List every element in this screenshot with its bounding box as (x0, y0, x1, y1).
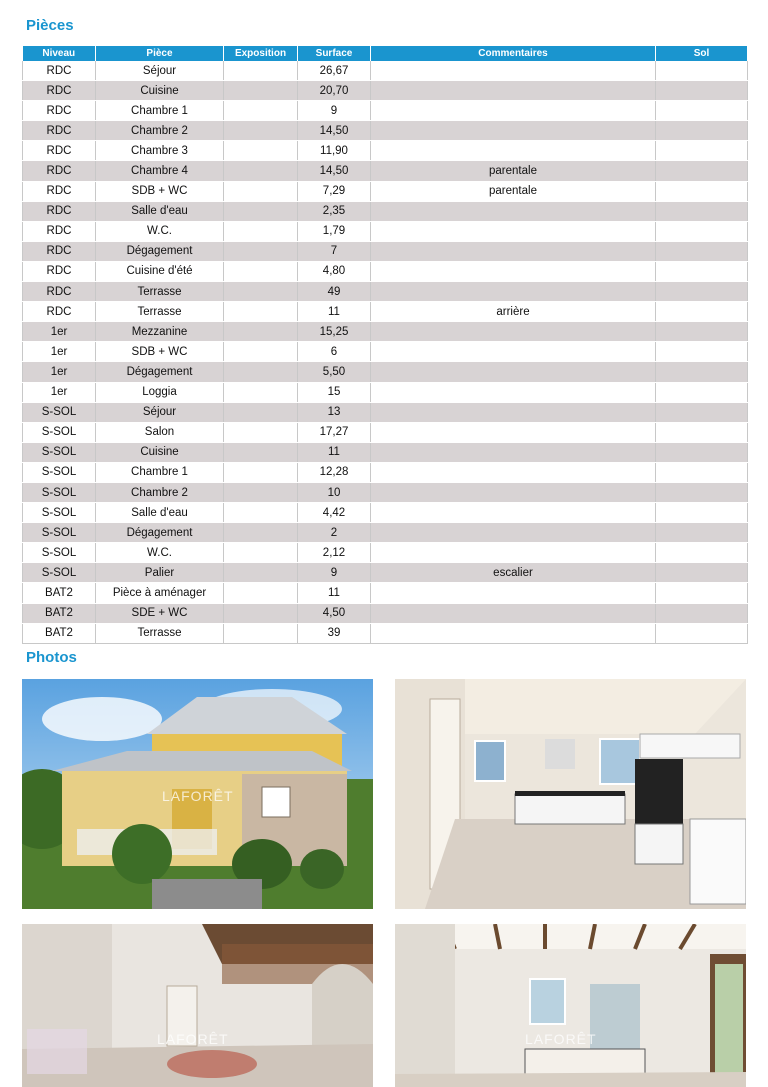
cell-piece: SDE + WC (96, 603, 224, 623)
table-row (23, 462, 748, 482)
cell-exposition (224, 81, 298, 101)
column-header-surface: Surface (298, 46, 371, 61)
rooms-section-title: Pièces (26, 17, 74, 34)
cell-sol (656, 583, 748, 603)
cell-commentaires: parentale (371, 161, 656, 181)
cell-surface: 1,79 (298, 221, 371, 241)
cell-niveau: 1er (23, 342, 96, 362)
cell-exposition (224, 382, 298, 402)
cell-niveau: RDC (23, 261, 96, 281)
table-row (23, 623, 748, 643)
cell-commentaires (371, 61, 656, 81)
cell-sol (656, 503, 748, 523)
cell-sol (656, 101, 748, 121)
cell-surface: 14,50 (298, 121, 371, 141)
cell-exposition (224, 523, 298, 543)
cell-exposition (224, 503, 298, 523)
cell-piece: W.C. (96, 221, 224, 241)
cell-sol (656, 342, 748, 362)
cell-piece: Dégagement (96, 362, 224, 382)
cell-piece: Loggia (96, 382, 224, 402)
cell-commentaires (371, 201, 656, 221)
cell-niveau: S-SOL (23, 402, 96, 422)
cell-sol (656, 442, 748, 462)
table-row (23, 402, 748, 422)
cell-niveau: RDC (23, 61, 96, 81)
cell-sol (656, 563, 748, 583)
photo-bedroom (395, 924, 746, 1087)
cell-surface: 26,67 (298, 61, 371, 81)
cell-piece: Séjour (96, 61, 224, 81)
photo-watermark: LAFORÊT (162, 788, 234, 804)
cell-sol (656, 241, 748, 261)
cell-piece: SDB + WC (96, 181, 224, 201)
cell-piece: W.C. (96, 543, 224, 563)
cell-sol (656, 462, 748, 482)
cell-surface: 14,50 (298, 161, 371, 181)
cell-commentaires (371, 442, 656, 462)
cell-exposition (224, 563, 298, 583)
cell-commentaires: escalier (371, 563, 656, 583)
cell-surface: 2,35 (298, 201, 371, 221)
cell-exposition (224, 201, 298, 221)
cell-surface: 17,27 (298, 422, 371, 442)
cell-commentaires (371, 282, 656, 302)
cell-niveau: S-SOL (23, 462, 96, 482)
cell-niveau: 1er (23, 382, 96, 402)
cell-piece: Chambre 4 (96, 161, 224, 181)
cell-exposition (224, 583, 298, 603)
cell-surface: 9 (298, 563, 371, 583)
cell-sol (656, 121, 748, 141)
photo-house-exterior (22, 679, 373, 909)
cell-sol (656, 382, 748, 402)
cell-exposition (224, 121, 298, 141)
cell-sol (656, 81, 748, 101)
cell-commentaires (371, 121, 656, 141)
cell-surface: 15 (298, 382, 371, 402)
cell-commentaires (371, 141, 656, 161)
photo-kitchen (395, 679, 746, 909)
cell-sol (656, 61, 748, 81)
cell-sol (656, 623, 748, 643)
cell-niveau: 1er (23, 322, 96, 342)
cell-surface: 15,25 (298, 322, 371, 342)
photo-watermark: LAFORÊT (157, 1031, 229, 1047)
cell-commentaires: parentale (371, 181, 656, 201)
table-row (23, 241, 748, 261)
cell-exposition (224, 442, 298, 462)
cell-exposition (224, 462, 298, 482)
table-row (23, 201, 748, 221)
cell-niveau: BAT2 (23, 583, 96, 603)
table-row (23, 382, 748, 402)
cell-surface: 11,90 (298, 141, 371, 161)
cell-niveau: RDC (23, 101, 96, 121)
cell-surface: 11 (298, 442, 371, 462)
cell-sol (656, 302, 748, 322)
cell-sol (656, 322, 748, 342)
cell-piece: Salle d'eau (96, 503, 224, 523)
table-row (23, 101, 748, 121)
cell-commentaires (371, 422, 656, 442)
cell-commentaires (371, 623, 656, 643)
cell-sol (656, 482, 748, 502)
rooms-table (22, 46, 748, 644)
cell-exposition (224, 261, 298, 281)
cell-niveau: BAT2 (23, 603, 96, 623)
cell-niveau: RDC (23, 302, 96, 322)
cell-piece: Palier (96, 563, 224, 583)
cell-exposition (224, 141, 298, 161)
cell-sol (656, 422, 748, 442)
column-header-niveau: Niveau (23, 46, 96, 61)
cell-piece: Pièce à aménager (96, 583, 224, 603)
cell-exposition (224, 241, 298, 261)
cell-exposition (224, 482, 298, 502)
cell-sol (656, 161, 748, 181)
cell-exposition (224, 61, 298, 81)
cell-piece: Cuisine d'été (96, 261, 224, 281)
cell-niveau: RDC (23, 81, 96, 101)
cell-niveau: RDC (23, 121, 96, 141)
cell-surface: 4,80 (298, 261, 371, 281)
cell-surface: 4,42 (298, 503, 371, 523)
cell-piece: Chambre 1 (96, 101, 224, 121)
cell-piece: SDB + WC (96, 342, 224, 362)
cell-sol (656, 141, 748, 161)
photo-watermark: LAFORÊT (525, 1031, 597, 1047)
cell-niveau: RDC (23, 201, 96, 221)
cell-commentaires (371, 402, 656, 422)
cell-commentaires (371, 362, 656, 382)
cell-commentaires (371, 543, 656, 563)
table-row (23, 482, 748, 502)
cell-niveau: RDC (23, 282, 96, 302)
table-row (23, 141, 748, 161)
column-header-commentaires: Commentaires (371, 46, 656, 61)
table-row (23, 342, 748, 362)
column-header-exposition: Exposition (224, 46, 298, 61)
cell-surface: 7 (298, 241, 371, 261)
cell-exposition (224, 543, 298, 563)
cell-surface: 5,50 (298, 362, 371, 382)
cell-surface: 12,28 (298, 462, 371, 482)
cell-sol (656, 282, 748, 302)
cell-surface: 4,50 (298, 603, 371, 623)
cell-piece: Dégagement (96, 241, 224, 261)
cell-piece: Terrasse (96, 623, 224, 643)
table-row (23, 543, 748, 563)
cell-niveau: S-SOL (23, 523, 96, 543)
cell-exposition (224, 181, 298, 201)
photo-living-room (22, 924, 373, 1087)
cell-niveau: S-SOL (23, 503, 96, 523)
cell-piece: Terrasse (96, 282, 224, 302)
cell-niveau: S-SOL (23, 482, 96, 502)
cell-exposition (224, 322, 298, 342)
cell-piece: Salle d'eau (96, 201, 224, 221)
cell-commentaires (371, 342, 656, 362)
table-row (23, 161, 748, 181)
cell-exposition (224, 342, 298, 362)
cell-surface: 20,70 (298, 81, 371, 101)
cell-commentaires (371, 482, 656, 502)
cell-sol (656, 181, 748, 201)
cell-exposition (224, 101, 298, 121)
cell-surface: 10 (298, 482, 371, 502)
cell-niveau: 1er (23, 362, 96, 382)
cell-sol (656, 201, 748, 221)
cell-surface: 11 (298, 302, 371, 322)
cell-commentaires (371, 241, 656, 261)
cell-piece: Séjour (96, 402, 224, 422)
cell-commentaires (371, 261, 656, 281)
cell-commentaires (371, 603, 656, 623)
cell-sol (656, 362, 748, 382)
cell-surface: 39 (298, 623, 371, 643)
cell-sol (656, 221, 748, 241)
cell-exposition (224, 623, 298, 643)
table-row (23, 282, 748, 302)
cell-exposition (224, 402, 298, 422)
cell-niveau: S-SOL (23, 442, 96, 462)
cell-exposition (224, 302, 298, 322)
cell-commentaires (371, 322, 656, 342)
cell-surface: 9 (298, 101, 371, 121)
cell-exposition (224, 362, 298, 382)
cell-sol (656, 543, 748, 563)
cell-surface: 13 (298, 402, 371, 422)
cell-piece: Terrasse (96, 302, 224, 322)
cell-sol (656, 523, 748, 543)
cell-niveau: S-SOL (23, 563, 96, 583)
cell-niveau: RDC (23, 161, 96, 181)
cell-surface: 49 (298, 282, 371, 302)
cell-niveau: RDC (23, 241, 96, 261)
cell-surface: 2,12 (298, 543, 371, 563)
cell-commentaires (371, 462, 656, 482)
cell-exposition (224, 422, 298, 442)
cell-exposition (224, 603, 298, 623)
cell-niveau: RDC (23, 141, 96, 161)
table-row (23, 121, 748, 141)
table-row (23, 583, 748, 603)
table-row (23, 422, 748, 442)
cell-commentaires (371, 101, 656, 121)
cell-niveau: S-SOL (23, 543, 96, 563)
column-header-sol: Sol (656, 46, 748, 61)
cell-commentaires: arrière (371, 302, 656, 322)
table-row (23, 322, 748, 342)
cell-piece: Salon (96, 422, 224, 442)
table-row (23, 442, 748, 462)
cell-piece: Cuisine (96, 81, 224, 101)
table-row (23, 81, 748, 101)
cell-sol (656, 402, 748, 422)
cell-piece: Chambre 1 (96, 462, 224, 482)
cell-commentaires (371, 583, 656, 603)
cell-commentaires (371, 221, 656, 241)
rooms-table-header (23, 46, 748, 61)
table-row (23, 181, 748, 201)
table-row (23, 563, 748, 583)
column-header-piece: Pièce (96, 46, 224, 61)
cell-niveau: RDC (23, 181, 96, 201)
cell-surface: 2 (298, 523, 371, 543)
cell-exposition (224, 161, 298, 181)
cell-commentaires (371, 523, 656, 543)
cell-sol (656, 261, 748, 281)
cell-piece: Cuisine (96, 442, 224, 462)
cell-surface: 7,29 (298, 181, 371, 201)
cell-surface: 6 (298, 342, 371, 362)
cell-commentaires (371, 81, 656, 101)
cell-piece: Dégagement (96, 523, 224, 543)
cell-piece: Chambre 2 (96, 121, 224, 141)
cell-surface: 11 (298, 583, 371, 603)
table-row (23, 61, 748, 81)
cell-niveau: S-SOL (23, 422, 96, 442)
cell-niveau: BAT2 (23, 623, 96, 643)
table-row (23, 302, 748, 322)
cell-commentaires (371, 503, 656, 523)
cell-exposition (224, 282, 298, 302)
table-row (23, 261, 748, 281)
cell-piece: Chambre 3 (96, 141, 224, 161)
cell-niveau: RDC (23, 221, 96, 241)
cell-piece: Mezzanine (96, 322, 224, 342)
table-row (23, 603, 748, 623)
cell-piece: Chambre 2 (96, 482, 224, 502)
cell-exposition (224, 221, 298, 241)
table-row (23, 362, 748, 382)
cell-sol (656, 603, 748, 623)
table-row (23, 523, 748, 543)
table-row (23, 221, 748, 241)
cell-commentaires (371, 382, 656, 402)
rooms-table-body (23, 61, 748, 643)
photos-section-title: Photos (26, 649, 77, 666)
table-row (23, 503, 748, 523)
